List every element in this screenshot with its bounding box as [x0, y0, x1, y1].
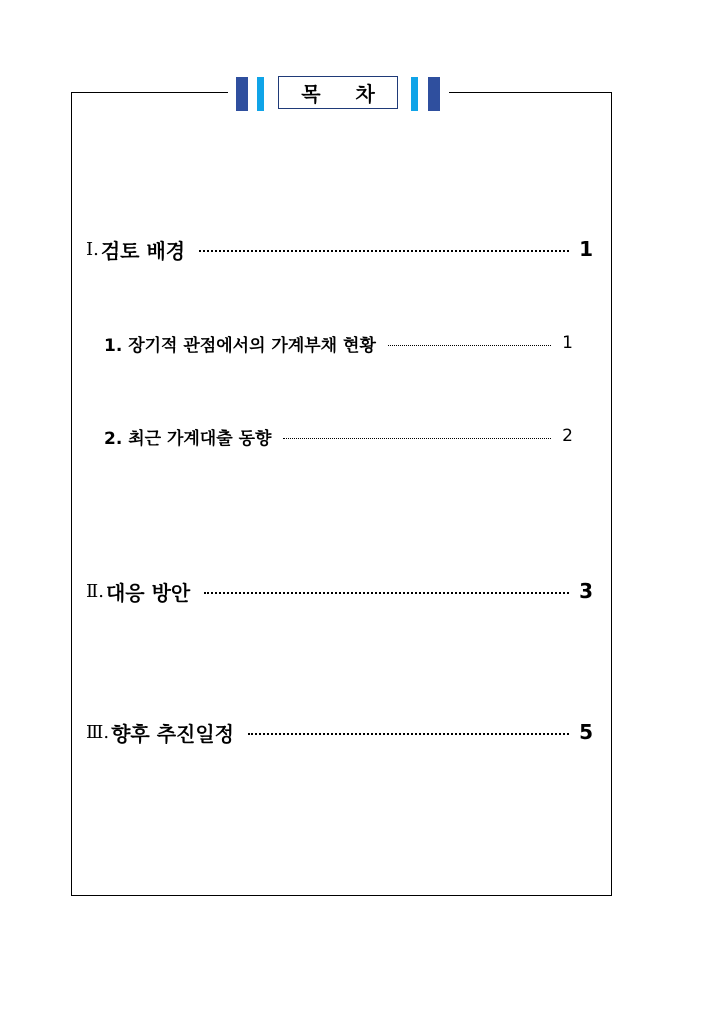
title-decor-bar-left-dark	[236, 77, 248, 111]
dot-leader	[283, 438, 551, 439]
subsection-label: 1. 장기적 관점에서의 가계부채 현황	[104, 335, 376, 356]
toc-entry-section-2[interactable]	[86, 576, 593, 606]
dot-leader	[248, 733, 569, 735]
page-number: 2	[562, 426, 573, 446]
title-decor-bar-right-dark	[428, 77, 440, 111]
toc-entry-section-3[interactable]	[86, 717, 593, 747]
dot-leader	[388, 345, 551, 346]
subsection-label: 2. 최근 가계대출 동향	[104, 428, 272, 449]
page-number: 1	[579, 237, 593, 261]
page-number: 5	[579, 720, 593, 744]
section-label: 대응 방안	[105, 580, 191, 605]
page-number: 1	[562, 333, 573, 353]
toc-title-group	[228, 73, 449, 111]
page-number: 3	[579, 579, 593, 603]
page-title: 목 차	[278, 76, 398, 109]
section-numeral: Ⅰ.	[86, 238, 99, 260]
section-numeral: Ⅲ.	[86, 721, 110, 743]
dot-leader	[204, 592, 569, 594]
toc-entry-subsection-1-1[interactable]	[104, 330, 573, 356]
title-decor-bar-right-light	[411, 77, 418, 111]
section-numeral: Ⅱ.	[86, 580, 104, 602]
section-label: 검토 배경	[100, 238, 186, 263]
section-label: 향후 추진일정	[111, 721, 234, 746]
toc-entry-section-1[interactable]	[86, 234, 593, 264]
title-decor-bar-left-light	[257, 77, 264, 111]
dot-leader	[199, 250, 569, 252]
toc-frame	[71, 92, 612, 896]
toc-entry-subsection-1-2[interactable]	[104, 423, 573, 449]
